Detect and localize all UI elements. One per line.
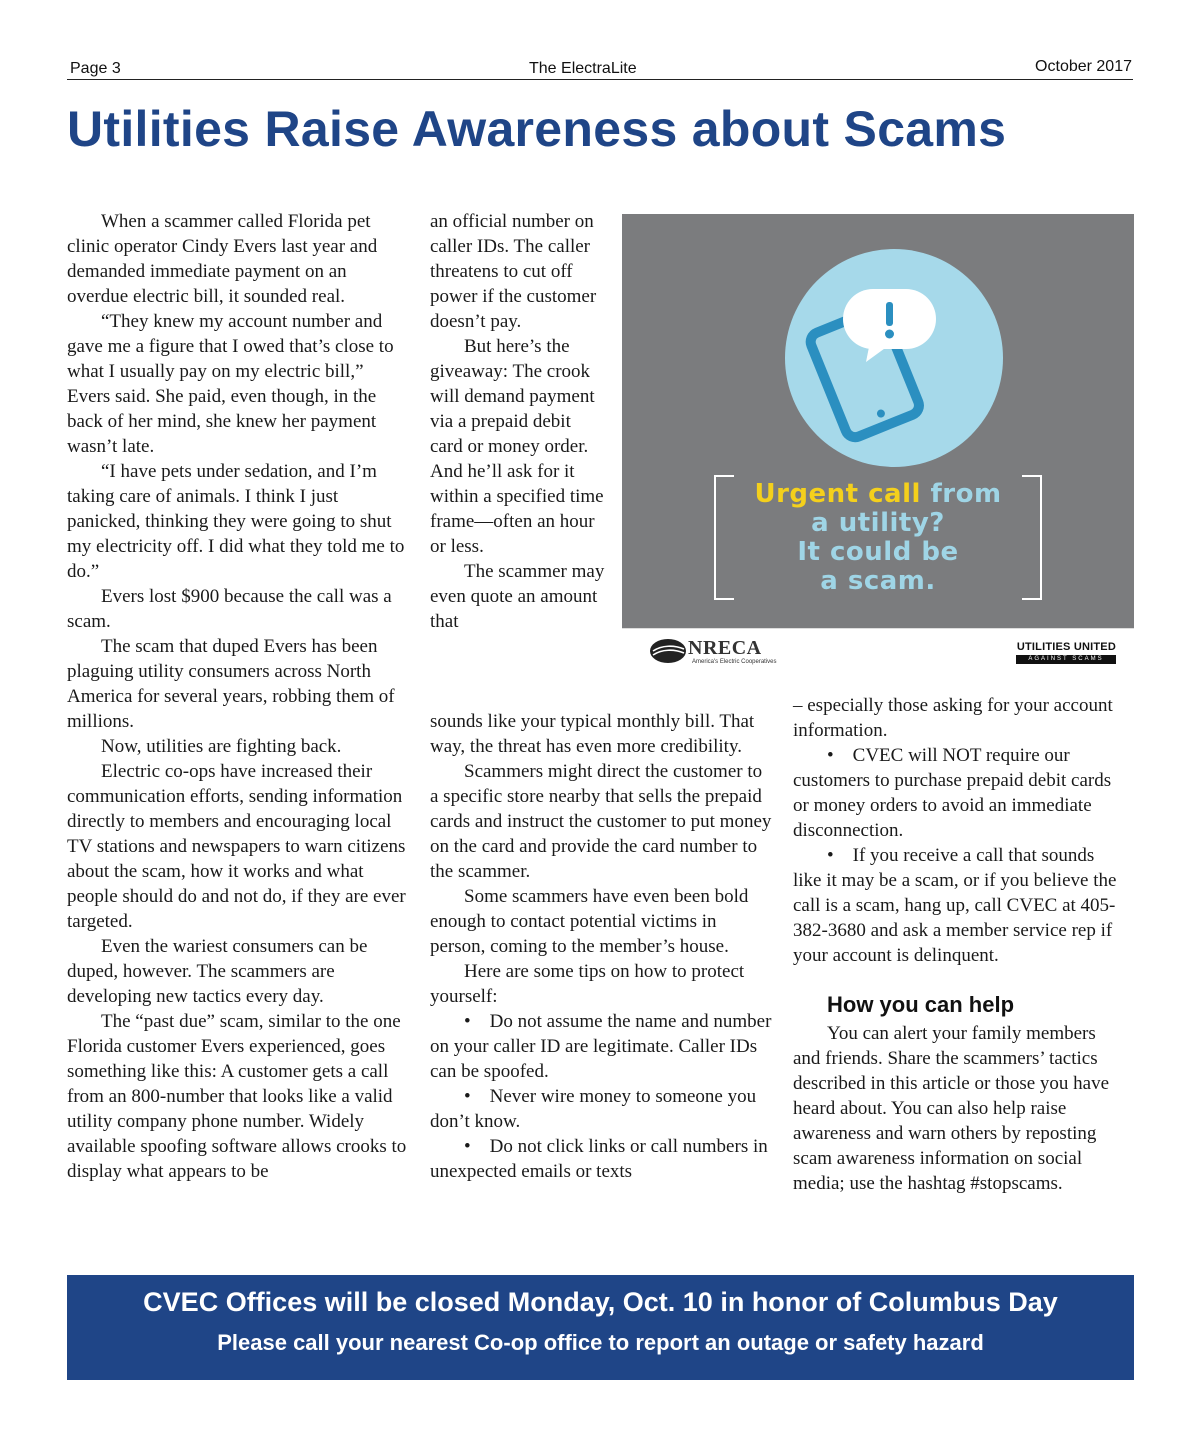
- paragraph: an official number on caller IDs. The caller threatens to cut off power if the customer doesn’t pay.: [430, 211, 597, 332]
- paragraph: The scam that duped Evers has been plaguing utility consumers across North America for several years, robbing them of millions.: [67, 636, 395, 732]
- paragraph: But here’s the giveaway: The crook will demand payment via a prepaid debit card or money order. And he’ll ask for it within a specified time frame—often an hour or less.: [430, 336, 604, 557]
- tip-bullet: • Do not assume the name and number on your caller ID are legitimate. Caller IDs can be spoofed.: [430, 1011, 772, 1082]
- section-subheading: How you can help: [827, 992, 1015, 1017]
- nreca-tagline: America's Electric Cooperatives: [692, 659, 777, 665]
- paragraph: Electric co-ops have increased their communication efforts, sending information directly to members and encouraging local TV stations and newspapers to warn citizens about the scam, how it works and what people should do and not do, if they are ever targeted.: [67, 761, 406, 932]
- paragraph: Even the wariest consumers can be duped, however. The scammers are developing new tactics every day.: [67, 936, 368, 1007]
- header-rule: [67, 79, 1133, 80]
- tip-bullet: • CVEC will NOT require our customers to purchase prepaid debit cards or money orders to avoid an immediate disconnection.: [793, 745, 1112, 841]
- closure-notice-banner: [67, 1275, 1134, 1380]
- paragraph: sounds like your typical monthly bill. That way, the threat has even more credibility.: [430, 711, 755, 757]
- paragraph: The scammer may even quote an amount that: [430, 561, 605, 632]
- banner-headline: CVEC Offices will be closed Monday, Oct. 10 in honor of Columbus Day: [143, 1287, 1058, 1317]
- paragraph: The “past due” scam, similar to the one Florida customer Evers experienced, goes something like this: A customer gets a call from an 800-number that looks like a valid utility company phone number. Widely available spoofing software allows crooks to display what appears to be: [67, 1011, 407, 1182]
- publication-name: The ElectraLite: [529, 60, 637, 77]
- paragraph: “I have pets under sedation, and I’m taking care of animals. I think I just panicked, thinking they were going to shut my electricity off. I did what they told me to do.”: [67, 461, 405, 582]
- paragraph: Some scammers have even been bold enough to contact potential victims in person, coming to the member’s house.: [430, 886, 749, 957]
- graphic-logo-strip: [622, 628, 1134, 675]
- utilities-united-logo: UTILITIES UNITED: [1016, 641, 1116, 653]
- issue-date: October 2017: [1035, 58, 1132, 75]
- nreca-logo-icon: [648, 637, 688, 665]
- article-column-3: [793, 693, 1123, 1196]
- tip-bullet: • Never wire money to someone you don’t know.: [430, 1086, 757, 1132]
- paragraph: Now, utilities are fighting back.: [101, 736, 342, 757]
- paragraph: When a scammer called Florida pet clinic operator Cindy Evers last year and demanded immediate payment on an overdue electric bill, it sounded real.: [67, 211, 378, 307]
- headline-highlight: Urgent call: [754, 479, 921, 509]
- paragraph: Evers lost $900 because the call was a scam.: [67, 586, 392, 632]
- scam-awareness-graphic: [622, 214, 1134, 675]
- page-number: Page 3: [70, 60, 121, 77]
- paragraph: Here are some tips on how to protect yourself:: [430, 961, 745, 1007]
- article-column-2-bottom: [430, 709, 775, 1184]
- paragraph: Scammers might direct the customer to a specific store nearby that sells the prepaid cards and instruct the customer to put money on the card and provide the card number to the scammer.: [430, 761, 772, 882]
- article-column-1: [67, 209, 409, 1184]
- graphic-headline: Urgent call from a utility? It could be a scam.: [754, 479, 1002, 596]
- paragraph: You can alert your family members and friends. Share the scammers’ tactics described in this article or those you have heard about. You can also help raise awareness and warn others by reposting scam awareness information on social media; use the hashtag #stopscams.: [793, 1023, 1110, 1194]
- article-column-2-top: [430, 209, 608, 634]
- nreca-logo-text: NRECA: [688, 637, 762, 659]
- banner-subline: Please call your nearest Co-op office to report an outage or safety hazard: [217, 1330, 984, 1355]
- article-title: Utilities Raise Awareness about Scams: [67, 101, 1007, 157]
- tip-bullet: • If you receive a call that sounds like it may be a scam, or if you believe the call is a scam, hang up, call CVEC at 405-382-3680 and ask a member service rep if your account is delinquent.: [793, 845, 1117, 966]
- tip-bullet: • Do not click links or call numbers in unexpected emails or texts: [430, 1136, 768, 1182]
- paragraph: – especially those asking for your account information.: [793, 695, 1113, 741]
- paragraph: “They knew my account number and gave me a figure that I owed that’s close to what I usually pay on my electric bill,” Evers said. She paid, even though, in the back of her mind, she knew her payment wasn’t late.: [67, 311, 394, 457]
- against-scams-tag: AGAINST SCAMS: [1016, 655, 1116, 664]
